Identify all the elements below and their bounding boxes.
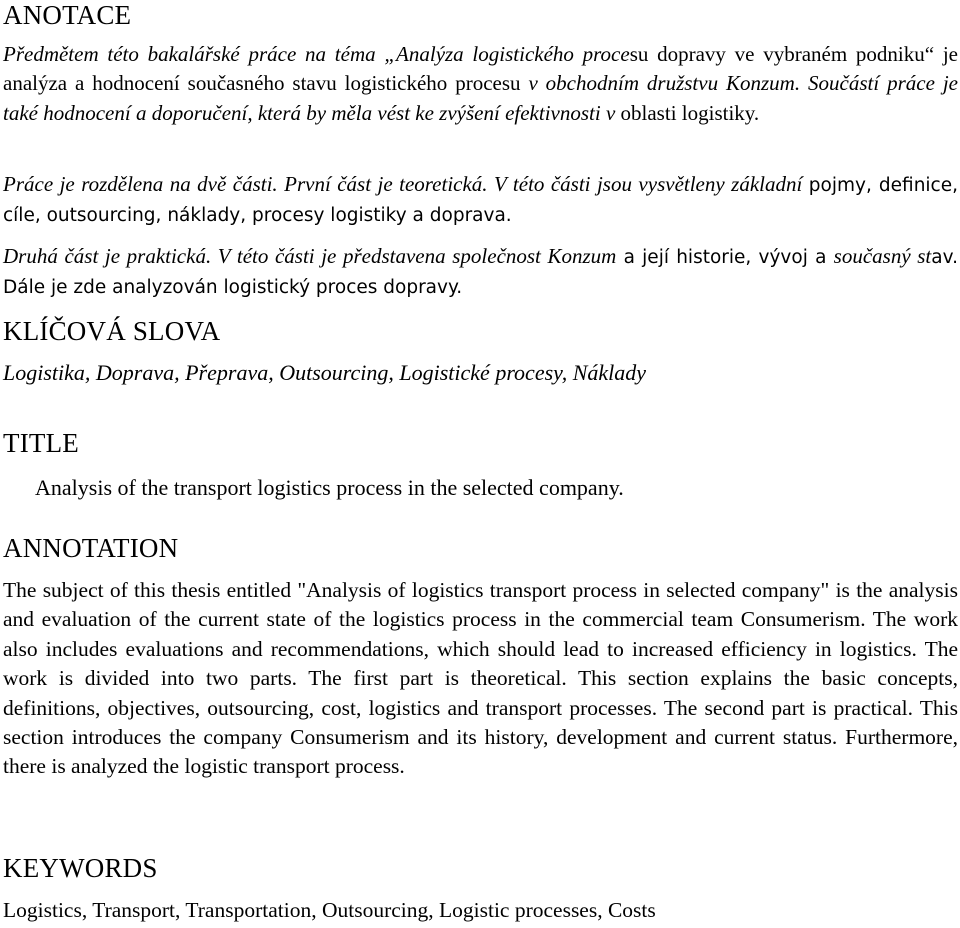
keywords-heading-text: KEYWORDS — [3, 853, 158, 883]
anotace-paragraph-1 — [3, 40, 958, 128]
annotation-heading-text: ANNOTATION — [3, 533, 179, 563]
keywords-heading — [3, 853, 958, 883]
klicova-slova-text: Logistika, Doprava, Přeprava, Outsourcing, Logistické procesy, Náklady — [3, 360, 647, 385]
anotace-p3-roman-b: av. Dále je zde analyzován logistický proces dopravy. — [3, 247, 958, 299]
anotace-p3-italic-a: Druhá část je praktická. V této části je představena společnost Konzum — [3, 244, 617, 268]
anotace-p1-roman-b: oblasti logistiky. — [620, 100, 760, 125]
anotace-p3-roman-a: a její historie, vývoj a — [616, 247, 834, 268]
title-heading-text: TITLE — [3, 428, 79, 458]
anotace-heading — [3, 0, 958, 30]
anotace-paragraph-3 — [3, 242, 958, 303]
anotace-p1-italic-b: v obchodním družstvu Konzum. Součástí práce je také hodnocení a doporučení, která by měla vést ke zvýšení efektivnosti v — [3, 71, 958, 125]
anotace-p3-italic-b: současný st — [833, 244, 932, 268]
anotace-heading-text: ANOTACE — [3, 0, 132, 30]
annotation-text: The subject of this thesis entitled "Analysis of logistics transport process in selected company" is the analysis and evaluation of the current state of the logistics process in the commercial team Consumerism. The work also includes evaluations and recommendations, which should lead to increased efficiency in logistics. The work is divided into two parts. The first part is theoretical. This section explains the basic concepts, definitions, objectives, outsourcing, cost, logistics and transport processes. The second part is practical. This section introduces the company Consumerism and its history, development and current status. Furthermore, there is analyzed the logistic transport process. — [3, 578, 958, 779]
anotace-p1-roman-a: su dopravy ve vybraném podniku“ je analýza a hodnocení současného stavu logistického procesu — [3, 42, 958, 96]
anotace-p2-roman: pojmy, definice, cíle, outsourcing, náklady, procesy logistiky a doprava. — [3, 175, 958, 227]
klicova-slova-heading-text: KLÍČOVÁ SLOVA — [3, 316, 221, 346]
title-text: Analysis of the transport logistics process in the selected company. — [35, 475, 624, 500]
title-heading — [3, 428, 958, 458]
klicova-slova-heading — [3, 316, 958, 346]
anotace-paragraph-2 — [3, 170, 958, 231]
anotace-p2-italic: Práce je rozdělena na dvě části. První část je teoretická. V této části jsou vysvětleny základní — [3, 172, 809, 196]
anotace-p1-italic-a: Předmětem této bakalářské práce na téma „Analýza logistického proce — [3, 42, 630, 66]
keywords-text: Logistics, Transport, Transportation, Outsourcing, Logistic processes, Costs — [3, 898, 656, 922]
annotation-heading — [3, 533, 958, 563]
